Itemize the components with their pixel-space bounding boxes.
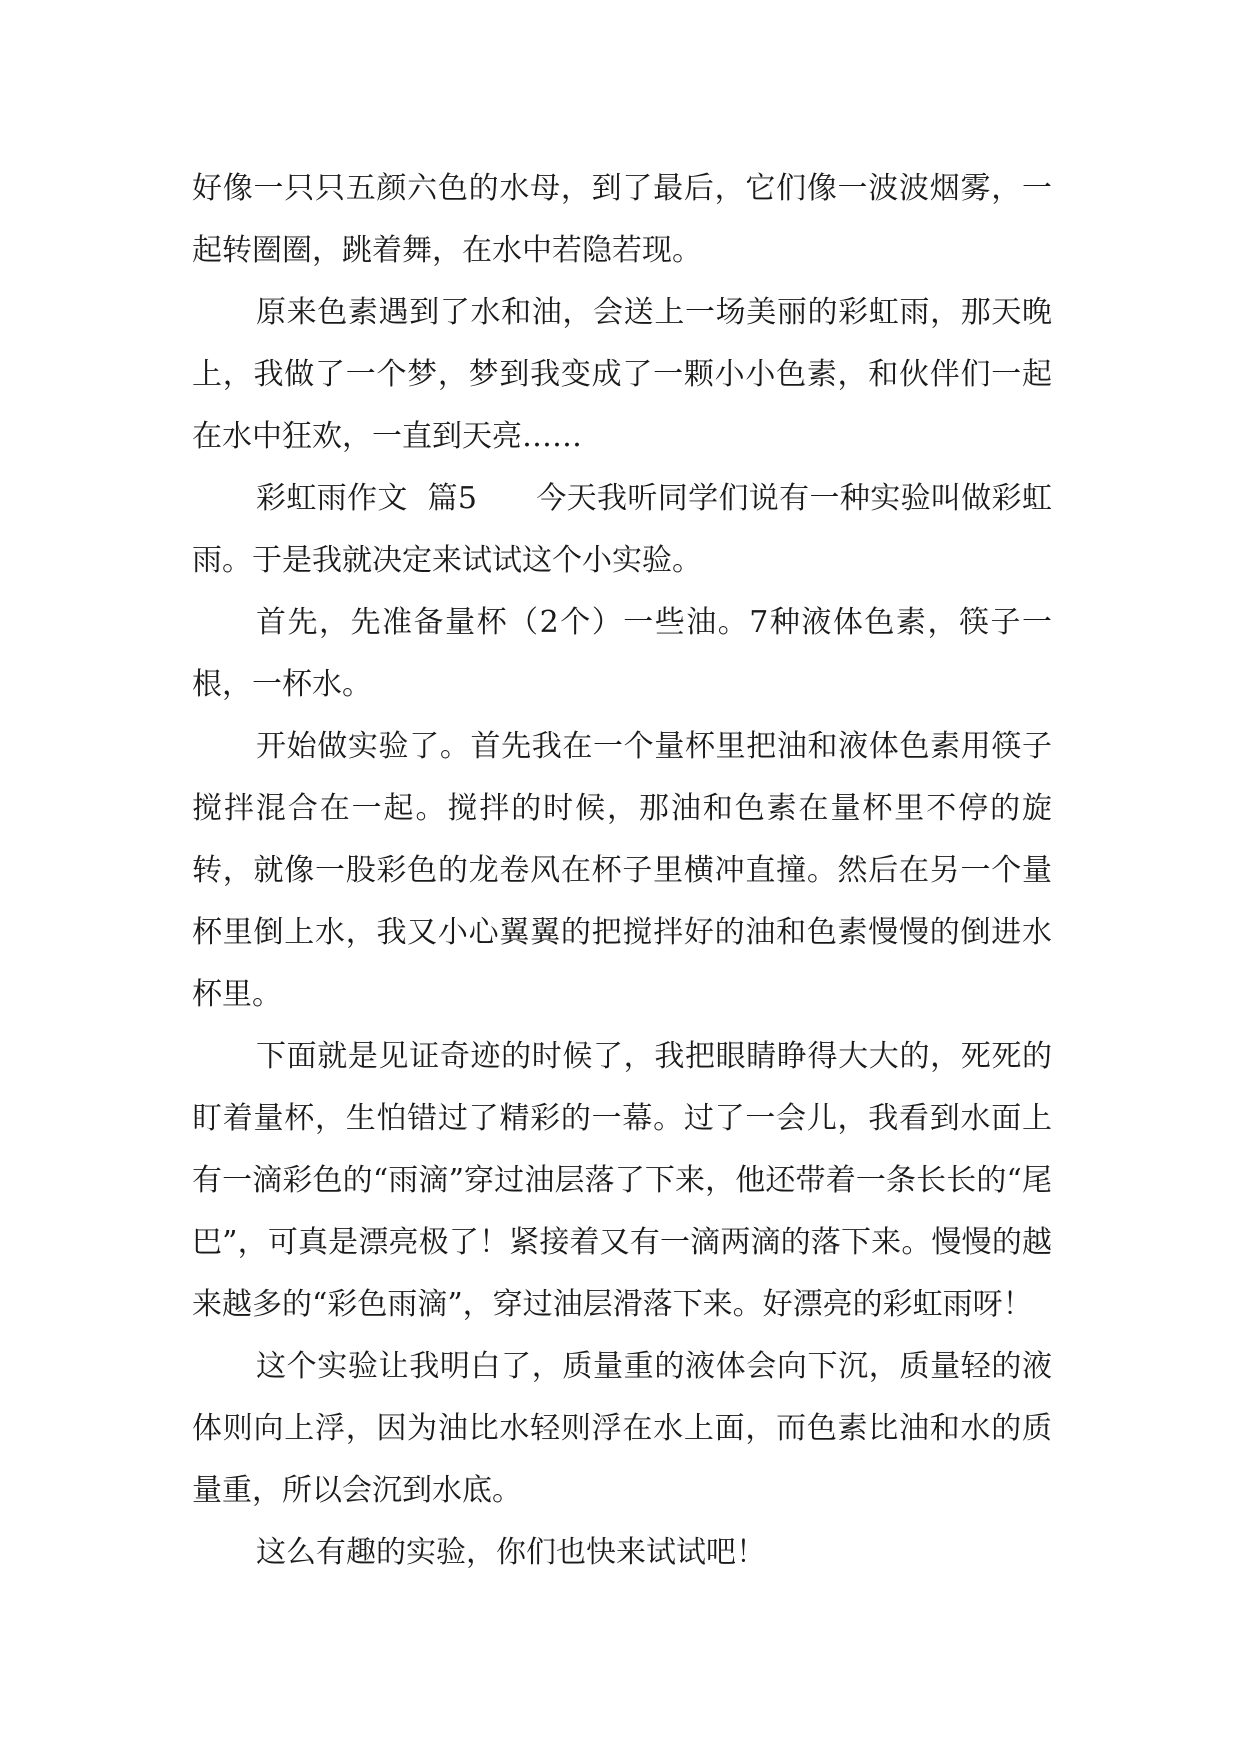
paragraph-8: 这么有趣的实验，你们也快来试试吧！ [256,1535,766,1570]
paragraph-6: 下面就是见证奇迹的时候了，我把眼睛睁得大大的，死死的盯着量杯，生怕错过了精彩的一幕。过了一会儿，我看到水面上有一滴彩色的“雨滴”穿过油层落了下来，他还带着一条长长的“尾巴”，可真是漂亮极了！紧接着又有一滴两滴的落下来。慢慢的越来越多的“彩色雨滴”，穿过油层滑落下来。好漂亮的彩虹雨呀！ [192,1039,1052,1322]
paragraph-2: 原来色素遇到了水和油，会送上一场美丽的彩虹雨，那天晚上，我做了一个梦，梦到我变成了一颗小小色素，和伙伴们一起在水中狂欢，一直到天亮…… [192,295,1052,454]
paragraph-5: 开始做实验了。首先我在一个量杯里把油和液体色素用筷子搅拌混合在一起。搅拌的时候，那油和色素在量杯里不停的旋转，就像一股彩色的龙卷风在杯子里横冲直撞。然后在另一个量杯里倒上水，我又小心翼翼的把搅拌好的油和色素慢慢的倒进水杯里。 [192,729,1052,1012]
paragraph-1: 好像一只只五颜六色的水母，到了最后，它们像一波波烟雾，一起转圈圈，跳着舞，在水中若隐若现。 [192,171,1052,268]
paragraph-4: 首先，先准备量杯（2个）一些油。7种液体色素，筷子一根，一杯水。 [192,605,1052,702]
paragraph-7: 这个实验让我明白了，质量重的液体会向下沉，质量轻的液体则向上浮，因为油比水轻则浮在水上面，而色素比油和水的质量重，所以会沉到水底。 [192,1349,1052,1508]
paragraph-3: 彩虹雨作文 篇5 今天我听同学们说有一种实验叫做彩虹雨。于是我就决定来试试这个小实验。 [192,481,1052,578]
document-body [192,158,1052,1584]
